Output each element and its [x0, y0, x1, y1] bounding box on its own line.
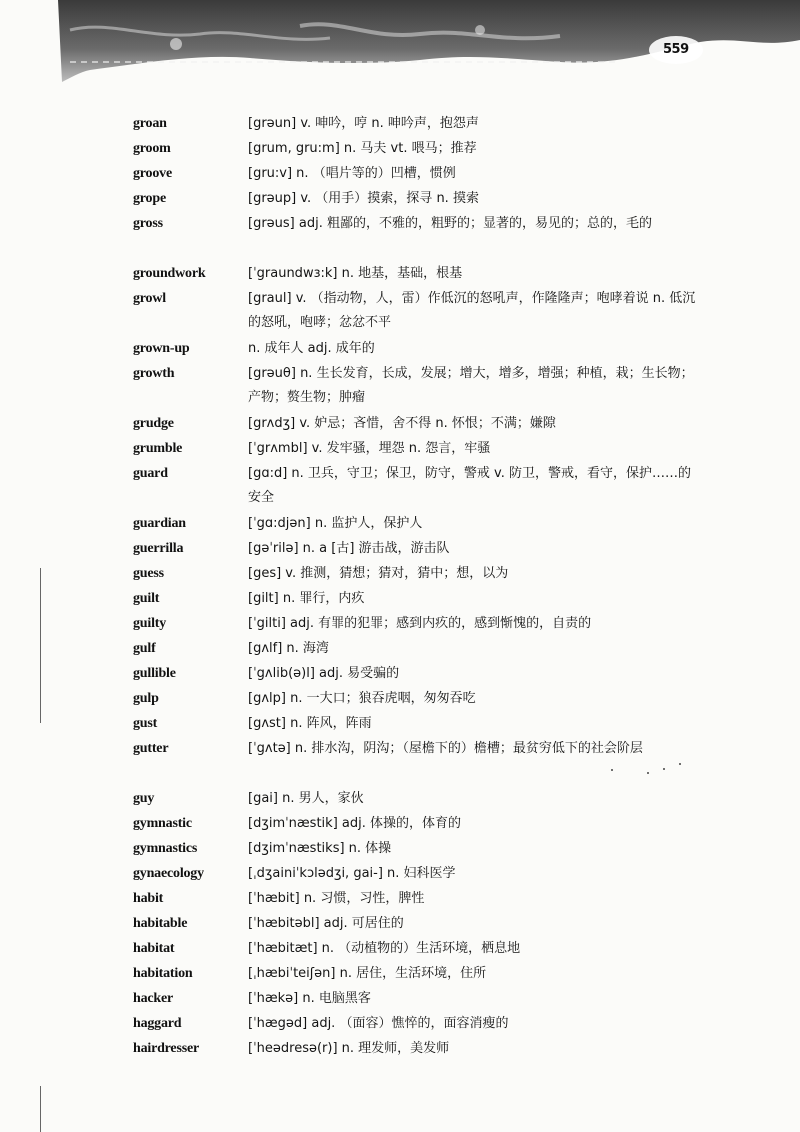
- definition: [grʌdʒ] v. 妒忌；吝惜，舍不得 n. 怀恨；不满；嫌隙: [248, 416, 556, 431]
- definition: [gʌst] n. 阵风，阵雨: [248, 716, 372, 731]
- headword: gullible: [133, 666, 176, 681]
- dictionary-entry: [0, 437, 800, 462]
- headword: growl: [133, 291, 166, 306]
- definition: [grəus] adj. 粗鄙的，不雅的，粗野的；显著的，易见的；总的，毛的: [248, 216, 652, 231]
- dictionary-entry: [0, 537, 800, 562]
- margin-rule: [40, 1086, 41, 1132]
- headword: gymnastics: [133, 841, 198, 856]
- dictionary-entry: [0, 112, 800, 137]
- definition: n. 成年人 adj. 成年的: [248, 341, 375, 356]
- definition: [ˈhækə] n. 电脑黑客: [248, 991, 371, 1006]
- dictionary-entry: [0, 1012, 800, 1037]
- dictionary-entry: [0, 987, 800, 1012]
- definition: [grum, gru:m] n. 马夫 vt. 喂马；推荐: [248, 141, 477, 156]
- dictionary-entry: [0, 787, 800, 812]
- dictionary-entry: [0, 187, 800, 212]
- headword: guilty: [133, 616, 167, 631]
- dictionary-entry: [0, 512, 800, 537]
- dictionary-entry: [0, 837, 800, 862]
- headword: habitation: [133, 966, 193, 981]
- definition: [grəup] v. （用手）摸索，探寻 n. 摸索: [248, 191, 479, 206]
- definition: [ges] v. 推测，猜想；猜对，猜中；想，以为: [248, 566, 509, 581]
- headword: grudge: [133, 416, 174, 431]
- definition: [ˈgʌtə] n. 排水沟，阴沟；（屋檐下的）檐槽；最贫穷低下的社会阶层: [248, 741, 643, 756]
- headword: hairdresser: [133, 1041, 199, 1056]
- dictionary-entry: [0, 612, 800, 637]
- headword: groan: [133, 116, 167, 131]
- dictionary-entry: [0, 662, 800, 687]
- definition: [gəˈrilə] n. a [古] 游击战，游击队: [248, 541, 450, 556]
- dictionary-entry: [0, 887, 800, 912]
- headword: gulp: [133, 691, 159, 706]
- dictionary-entry: [0, 137, 800, 162]
- dictionary-entry: [0, 162, 800, 187]
- headword: habitable: [133, 916, 188, 931]
- definition: [ˈgʌlib(ə)l] adj. 易受骗的: [248, 666, 400, 681]
- headword: habit: [133, 891, 164, 906]
- headword: haggard: [133, 1016, 182, 1031]
- definition: [gru:v] n. （唱片等的）凹槽，惯例: [248, 166, 456, 181]
- dictionary-entry: [0, 637, 800, 662]
- definition: [ˈhæbitæt] n. （动植物的）生活环境，栖息地: [248, 941, 521, 956]
- headword: grope: [133, 191, 166, 206]
- dictionary-entry-list: [0, 112, 800, 1062]
- headword: gynaecology: [133, 866, 204, 881]
- definition: [graul] v. （指动物，人，雷）作低沉的怒吼声，作隆隆声；咆哮着说 n. 低沉的怒吼，咆哮；忿忿不平: [248, 291, 696, 330]
- dictionary-entry: [0, 812, 800, 837]
- dictionary-entry: [0, 287, 800, 337]
- dictionary-entry: [0, 562, 800, 587]
- definition: [gai] n. 男人，家伙: [248, 791, 364, 806]
- headword: habitat: [133, 941, 175, 956]
- definition: [ˈheədresə(r)] n. 理发师，美发师: [248, 1041, 450, 1056]
- dictionary-entry: [0, 737, 800, 787]
- definition: [grəuθ] n. 生长发育，长成，发展；增大，增多，增强；种植，栽；生长物；产物；赘生物；肿瘤: [248, 366, 694, 405]
- headword: guy: [133, 791, 155, 806]
- dictionary-entry: [0, 362, 800, 412]
- dictionary-entry: [0, 1037, 800, 1062]
- dictionary-entry: [0, 912, 800, 937]
- dictionary-entry: [0, 962, 800, 987]
- definition: [ˈgraundwɜ:k] n. 地基，基础，根基: [248, 266, 463, 281]
- dictionary-entry: [0, 862, 800, 887]
- dictionary-entry: [0, 687, 800, 712]
- headword: growth: [133, 366, 175, 381]
- definition: [ˈhæbitəbl] adj. 可居住的: [248, 916, 404, 931]
- definition: [gʌlf] n. 海湾: [248, 641, 329, 656]
- definition: [ˌhæbiˈteiʃən] n. 居住，生活环境，住所: [248, 966, 487, 981]
- definition: [gʌlp] n. 一大口；狼吞虎咽，匆匆吞吃: [248, 691, 476, 706]
- page-number: 559: [663, 42, 689, 57]
- definition: [ˈgrʌmbl] v. 发牢骚，埋怨 n. 怨言，牢骚: [248, 441, 491, 456]
- headword: gymnastic: [133, 816, 192, 831]
- headword: hacker: [133, 991, 174, 1006]
- headword: groove: [133, 166, 172, 181]
- definition: [gɑ:d] n. 卫兵，守卫；保卫，防守，警戒 v. 防卫，警戒，看守，保护……的安全: [248, 466, 691, 505]
- headword: gross: [133, 216, 163, 231]
- dictionary-entry: [0, 412, 800, 437]
- headword: guilt: [133, 591, 160, 606]
- headword: groom: [133, 141, 171, 156]
- definition: [ˈhæbit] n. 习惯，习性，脾性: [248, 891, 425, 906]
- headword: guardian: [133, 516, 186, 531]
- definition: [ˈgilti] adj. 有罪的犯罪；感到内疚的，感到惭愧的，自责的: [248, 616, 592, 631]
- headword: guess: [133, 566, 164, 581]
- dictionary-entry: [0, 212, 800, 262]
- definition: [ˌdʒainiˈkɔlədʒi, gai-] n. 妇科医学: [248, 866, 456, 881]
- dictionary-entry: [0, 462, 800, 512]
- definition: [ˈgɑ:djən] n. 监护人，保护人: [248, 516, 423, 531]
- headword: gust: [133, 716, 158, 731]
- headword: grown-up: [133, 341, 190, 356]
- page-header-band: [0, 0, 800, 90]
- definition: [gilt] n. 罪行，内疚: [248, 591, 365, 606]
- headword: grumble: [133, 441, 183, 456]
- dictionary-entry: [0, 262, 800, 287]
- headword: guerrilla: [133, 541, 184, 556]
- definition: [dʒimˈnæstik] adj. 体操的，体育的: [248, 816, 461, 831]
- headword: gulf: [133, 641, 156, 656]
- definition: [grəun] v. 呻吟，哼 n. 呻吟声，抱怨声: [248, 116, 479, 131]
- dictionary-entry: [0, 712, 800, 737]
- headword: guard: [133, 466, 168, 481]
- headword: groundwork: [133, 266, 206, 281]
- dictionary-entry: [0, 587, 800, 612]
- dictionary-entry: [0, 337, 800, 362]
- definition: [dʒimˈnæstiks] n. 体操: [248, 841, 392, 856]
- dictionary-entry: [0, 937, 800, 962]
- definition: [ˈhægəd] adj. （面容）憔悴的，面容消瘦的: [248, 1016, 509, 1031]
- headword: gutter: [133, 741, 169, 756]
